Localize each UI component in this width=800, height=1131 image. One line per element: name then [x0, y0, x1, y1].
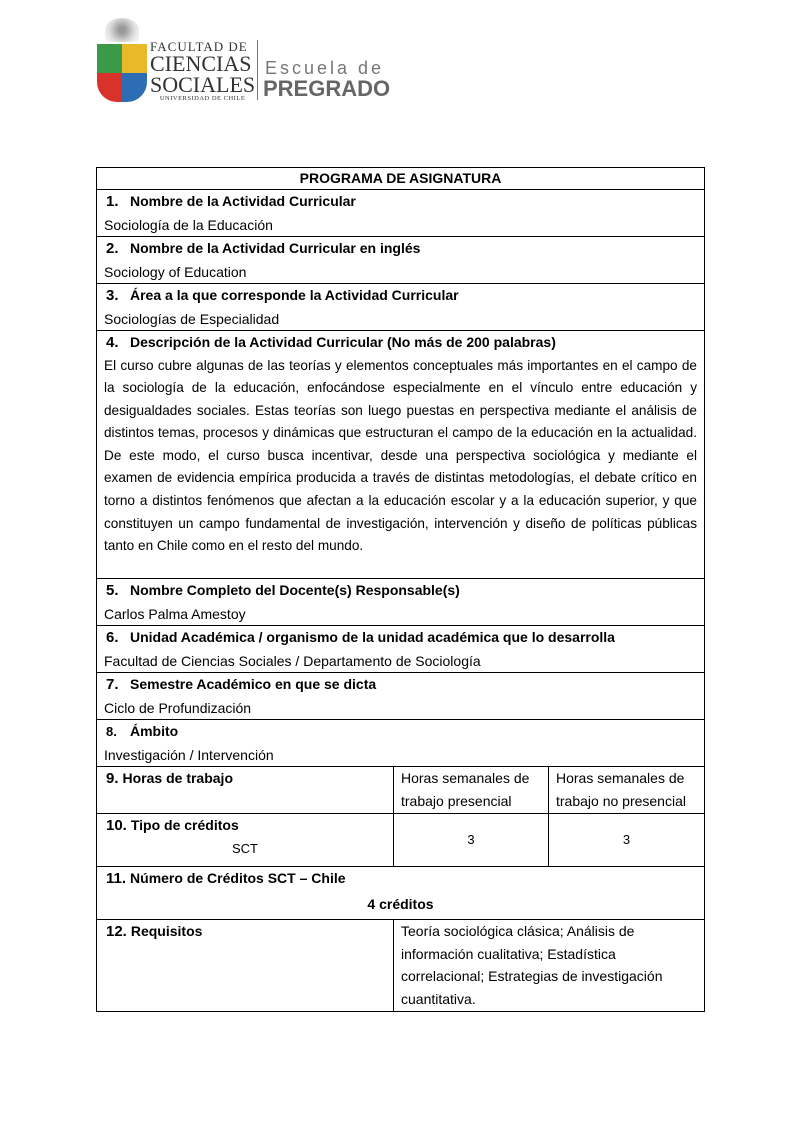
- section-number: 4.: [106, 334, 119, 351]
- section-title: Requisitos: [130, 923, 203, 939]
- program-table: [96, 167, 705, 1012]
- credits-value: 4 créditos: [367, 895, 434, 912]
- presential-hours-header: Horas semanales de trabajo presencial: [394, 767, 549, 814]
- section-title: Número de Créditos SCT – Chile: [130, 870, 346, 886]
- section-title: Tipo de créditos: [130, 817, 239, 833]
- section-number: 3.: [106, 287, 119, 304]
- section-title: Nombre de la Actividad Curricular en inglés: [130, 240, 421, 256]
- section-number: 8.: [106, 724, 117, 739]
- logo-line4: UNIVERSIDAD DE CHILE: [159, 95, 246, 102]
- section-number: 9.: [106, 770, 119, 787]
- logo-line3: SOCIALES: [150, 72, 256, 97]
- section-value: Carlos Palma Amestoy: [104, 605, 246, 622]
- school-name: PREGRADO: [263, 76, 391, 101]
- section-1: [97, 190, 705, 237]
- section-3: [97, 284, 705, 331]
- section-number: 2.: [106, 240, 119, 257]
- logo-divider: [257, 40, 258, 100]
- section-value: Sociologías de Especialidad: [104, 310, 280, 327]
- logo-line2: CIENCIAS: [150, 51, 252, 76]
- section-number: 1.: [106, 193, 119, 210]
- section-7: [97, 673, 705, 720]
- section-value: Sociología de la Educación: [104, 216, 273, 233]
- section-title: Nombre de la Actividad Curricular: [130, 193, 356, 209]
- section-6: [97, 626, 705, 673]
- school-label: Escuela de: [265, 58, 385, 78]
- description-text: El curso cubre algunas de las teorías y elementos conceptuales más importantes en el campo de la sociología de la educación, enfocándose especialmente en el vínculo entre educación y desigualdades sociales. Estas teorías son luego puestas en perspectiva mediante el análisis de distintos temas, procesos y dinámicas que estructuran el campo de la educación en la actualidad. De este modo, el curso busca incentivar, desde una perspectiva sociológica y mediante el examen de evidencia empírica producida a través de distintas metodologías, el debate crítico en torno a distintos fenómenos que afectan a la educación escolar y a la educación superior, y que constituyen un campo fundamental de investigación, intervención y diseño de políticas públicas tanto en Chile como en el resto del mundo.: [104, 357, 697, 554]
- non-presential-hours-value: 3: [549, 814, 705, 867]
- section-title: Descripción de la Actividad Curricular (No más de 200 palabras): [130, 334, 556, 350]
- section-value: Ciclo de Profundización: [104, 699, 252, 716]
- section-number: 11.: [106, 870, 127, 887]
- section-title: Semestre Académico en que se dicta: [130, 676, 377, 692]
- section-10: [97, 814, 394, 867]
- requirements-value: Teoría sociológica clásica; Análisis de información cualitativa; Estadística correlacional; Estrategias de investigación cuantitativa.: [394, 920, 705, 1012]
- section-11: [97, 867, 705, 920]
- section-2: [97, 237, 705, 284]
- logo-line1: FACULTAD DE: [150, 39, 248, 54]
- section-4: [97, 331, 705, 579]
- section-number: 6.: [106, 629, 119, 646]
- section-title: Horas de trabajo: [122, 770, 233, 786]
- presential-hours-value: 3: [394, 814, 549, 867]
- section-number: 10.: [106, 817, 127, 834]
- section-title: Unidad Académica / organismo de la unidad académica que lo desarrolla: [130, 629, 615, 645]
- section-title: Nombre Completo del Docente(s) Responsable(s): [130, 582, 460, 598]
- section-title: Área a la que corresponde la Actividad Curricular: [130, 287, 459, 303]
- table-header: PROGRAMA DE ASIGNATURA: [97, 168, 705, 190]
- faculty-logo: [95, 18, 395, 103]
- section-8: [97, 720, 705, 767]
- section-5: [97, 579, 705, 626]
- section-number: 7.: [106, 676, 119, 693]
- section-value: Investigación / Intervención: [104, 746, 274, 763]
- credit-type-value: SCT: [232, 840, 258, 856]
- section-number: 5.: [106, 582, 119, 599]
- section-number: 12.: [106, 923, 127, 940]
- star-emblem-icon: [105, 18, 139, 42]
- section-value: Sociology of Education: [104, 263, 247, 280]
- section-title: Ámbito: [130, 723, 179, 739]
- section-9: [97, 767, 394, 814]
- faculty-name: [150, 40, 255, 103]
- non-presential-hours-header: Horas semanales de trabajo no presencial: [549, 767, 705, 814]
- section-value: Facultad de Ciencias Sociales / Departamento de Sociología: [104, 652, 481, 669]
- shield-icon: [97, 44, 147, 102]
- section-12: [97, 920, 394, 1012]
